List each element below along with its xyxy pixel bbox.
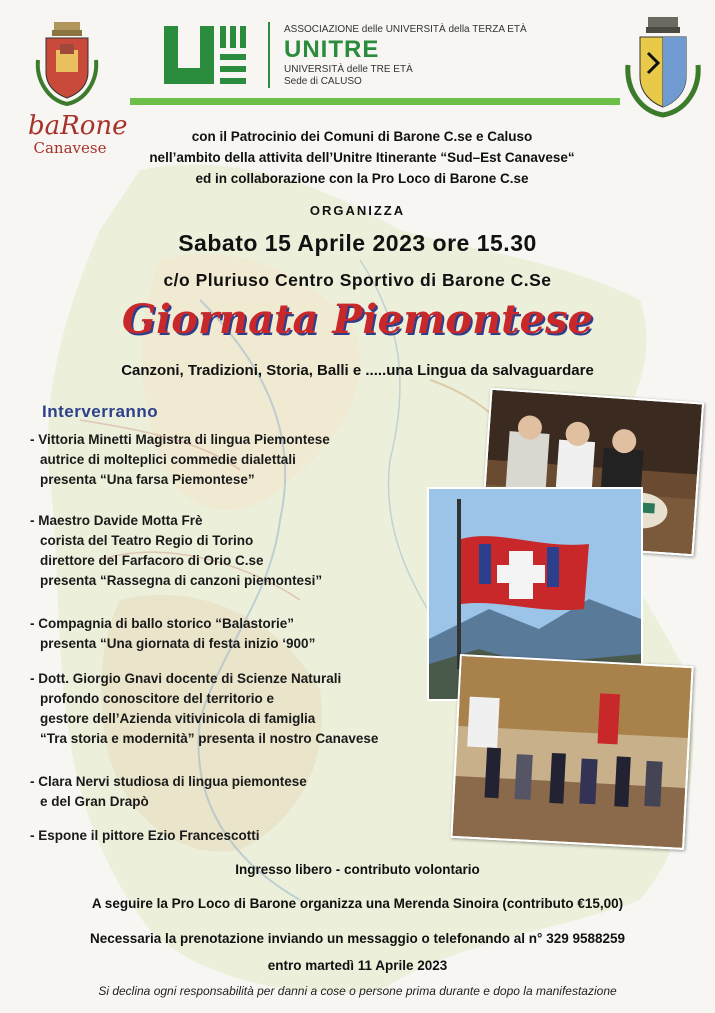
reservation-text: Necessaria la prenotazione inviando un messaggio o telefonando al n° 329 9588259	[89, 931, 626, 946]
event-title: Giornata Piemontese	[121, 296, 594, 343]
speaker-item: - Clara Nervi studiosa di lingua piemontese e del Gran Drapò	[30, 774, 307, 809]
speaker-item: - Vittoria Minetti Magistra di lingua Piemontese autrice di molteplici commedie dialettali presenta “Una farsa Piemontese”	[30, 432, 330, 487]
speaker-item: - Dott. Giorgio Gnavi docente di Scienze Naturali profondo conoscitore del territorio e gestore dell’Azienda vitivinicola di famiglia “Tra storia e modernità” presenta il nostro Canavese	[30, 671, 379, 746]
event-date-time: Sabato 15 Aprile 2023 ore 15.30	[178, 230, 537, 256]
unitre-text: ASSOCIAZIONE delle UNIVERSITÀ della TERZA ETÀ UNITRE UNIVERSITÀ delle TRE ETÀ Sede di CALUSO	[284, 24, 527, 87]
unitre-green-bar	[130, 98, 620, 105]
event-subtitle: Canzoni, Tradizioni, Storia, Balli e .....una Lingua da salvaguardare	[121, 362, 594, 379]
unitre-divider	[268, 22, 270, 88]
event-venue: c/o Pluriuso Centro Sportivo di Barone C.Se	[163, 270, 552, 290]
merenda-text: A seguire la Pro Loco di Barone organizza una Merenda Sinoira (contributo €15,00)	[91, 896, 624, 911]
free-entry-text: Ingresso libero - contributo volontario	[235, 862, 480, 877]
speaker-item: - Maestro Davide Motta Frè corista del Teatro Regio di Torino direttore del Farfacoro di Orio C.se presenta “Rassegna di canzoni piemontesi”	[30, 513, 323, 588]
unitre-logo-mark	[160, 22, 252, 88]
disclaimer-text: Si declina ogni responsabilità per danni a cose o persone prima durante e dopo la manifestazione	[98, 984, 617, 998]
patronage-text: con il Patrocinio dei Comuni di Barone C.se e Caluso nell’ambito della attivita dell’Unitre Itinerante “Sud–Est Canavese“ ed in collaborazione con la Pro Loco di Barone C.se	[149, 129, 575, 186]
interverranno-heading: Interverranno	[42, 402, 159, 421]
barone-canavese-logo: baRone Canavese	[28, 111, 128, 157]
photo-folk-dance-hall	[450, 654, 693, 850]
speaker-item: - Espone il pittore Ezio Francescotti	[30, 828, 260, 843]
reservation-deadline: entro martedì 11 Aprile 2023	[267, 958, 448, 973]
speaker-item: - Compagnia di ballo storico “Balastorie” presenta “Una giornata di festa inizio ‘900”	[30, 616, 316, 651]
caluso-crest	[620, 15, 706, 120]
barone-crest	[32, 20, 102, 110]
organizza-label: ORGANIZZA	[309, 203, 406, 218]
